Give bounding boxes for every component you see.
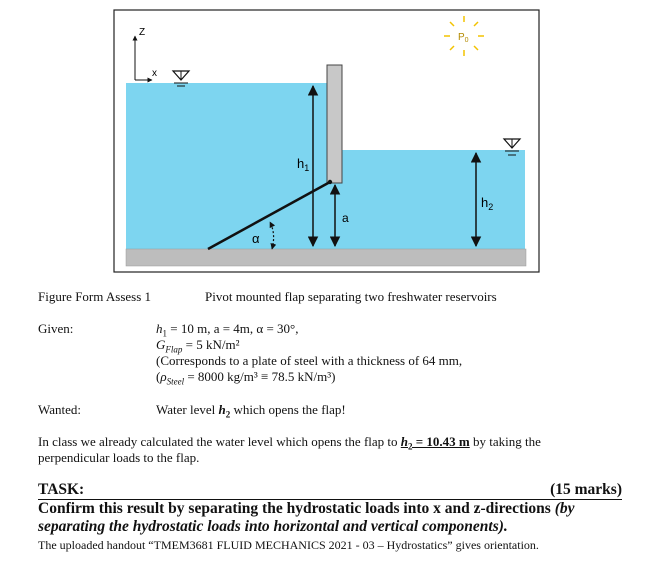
- axis-x-label: x: [152, 68, 157, 79]
- wanted-text: [156, 402, 346, 423]
- h2-variable-subscript: 2: [225, 409, 231, 420]
- paragraph-line-1-before: In class we already calculated the water level which opens the flap to: [38, 434, 401, 449]
- result-variable-subscript: 2: [408, 441, 413, 452]
- right-reservoir-water: [342, 150, 525, 249]
- task-line-1-bold: Confirm this result by separating the hydrostatic loads into x and z-directions: [38, 500, 551, 517]
- paragraph-line-1-after: by taking the: [469, 434, 541, 449]
- given-line-4-open: (: [156, 369, 161, 384]
- given-label: Given:: [38, 321, 74, 336]
- atmospheric-pressure-icon: [444, 16, 484, 56]
- given-line-4: [156, 369, 335, 390]
- result-variable: h: [400, 434, 408, 449]
- g-variable-subscript: Flap: [165, 344, 183, 355]
- pivot-point: [328, 180, 332, 184]
- wanted-text-before: Water level: [156, 402, 219, 417]
- task-marks: (15 marks): [550, 481, 622, 498]
- task-title: TASK:: [38, 481, 85, 498]
- result-value: = 10.43 m: [412, 434, 470, 449]
- axis-z-label: Z: [139, 27, 146, 38]
- separating-wall: [327, 65, 342, 183]
- alpha-label: α: [252, 231, 260, 246]
- task-line-1-italic: (by: [550, 500, 575, 517]
- pressure-subscript: 0: [464, 37, 469, 44]
- a-label: a: [342, 211, 349, 225]
- figure-caption-text: Pivot mounted flap separating two freshwater reservoirs: [205, 289, 497, 304]
- rho-subscript: Steel: [166, 376, 185, 387]
- h2-subscript: 2: [488, 202, 494, 212]
- given-line-3: (Corresponds to a plate of steel with a thickness of 64 mm,: [156, 353, 463, 368]
- h1-subscript: 1: [304, 163, 310, 173]
- wanted-text-after: which opens the flap!: [230, 402, 346, 417]
- reservoir-bottom: [126, 249, 526, 266]
- given-line-1-rest: = 10 m, a = 4m, α = 30°,: [167, 321, 299, 336]
- h2-label: h: [481, 195, 489, 210]
- rho-symbol: ρ: [160, 369, 167, 384]
- h2-variable: h: [218, 402, 226, 417]
- h1-variable: h: [156, 321, 163, 336]
- pressure-label: P: [458, 32, 465, 43]
- figure-caption-label: Figure Form Assess 1: [38, 289, 152, 304]
- h1-label: h: [297, 156, 305, 171]
- task-line-1: [38, 500, 575, 518]
- h1-variable-subscript: 1: [162, 328, 167, 339]
- task-line-2: separating the hydrostatic loads into horizontal and vertical components).: [38, 518, 508, 535]
- wanted-label: Wanted:: [38, 402, 81, 417]
- task-line-3: The uploaded handout “TMEM3681 FLUID MECHANICS 2021 - 03 – Hydrostatics” gives orientation.: [38, 538, 539, 552]
- given-line-4-rest: = 8000 kg/m³ ≡ 78.5 kN/m³): [184, 369, 336, 384]
- g-variable: G: [156, 337, 166, 352]
- paragraph-line-2: perpendicular loads to the flap.: [38, 450, 200, 465]
- given-line-2-rest: = 5 kN/m²: [182, 337, 240, 352]
